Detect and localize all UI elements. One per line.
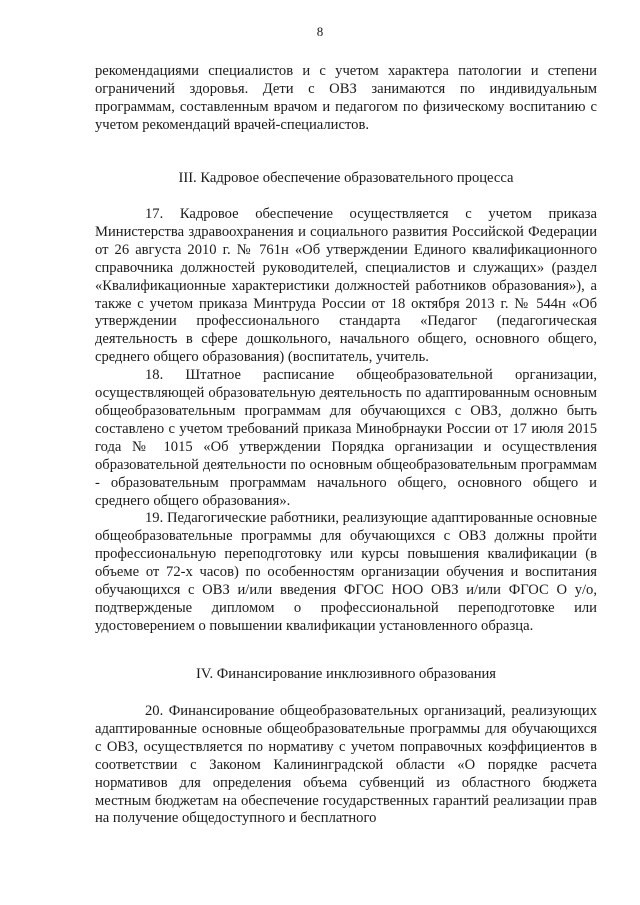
page-number: 8 <box>316 24 324 39</box>
paragraph-18: 18. Штатное расписание общеобразовательной организации, осуществляющей образовательную деятельность по адаптированным основным общеобразовательным программам для обучающихся с ОВЗ, должно быть составлено с учетом требований приказа Минобрнауки России от 17 июля 2015 года № 1015 «Об утверждении Порядка организации и осуществления образовательной деятельности по основным общеобразовательным программам - образовательным программам начального общего, основного общего и среднего общего образования». <box>95 367 597 509</box>
section-3-heading: III. Кадровое обеспечение образовательного процесса <box>178 170 514 186</box>
section-4-body <box>95 703 597 828</box>
paragraph-17: 17. Кадровое обеспечение осуществляется с учетом приказа Министерства здравоохранения и социального развития Российской Федерации от 26 августа 2010 г. № 761н «Об утверждении Единого квалификационного справочника должностей руководителей, специалистов и служащих» (раздел «Квалификационные характеристики должностей работников образования»), а также с учетом приказа Минтруда России от 18 октября 2013 г. № 544н «Об утверждении профессионального стандарта «Педагог (педагогическая деятельность в сфере дошкольного, начального общего, основного общего, среднего общего образования) (воспитатель, учитель. <box>95 206 597 366</box>
paragraph-20: 20. Финансирование общеобразовательных организаций, реализующих адаптированные основные общеобразовательные программы для обучающихся с ОВЗ, осуществляется по нормативу с учетом поправочных коэффициентов в соответствии с Законом Калининградской области «О порядке расчета нормативов для определения объема субвенций из областного бюджета местным бюджетам на обеспечение государственных гарантий реализации прав на получение общедоступного и бесплатного <box>95 703 597 827</box>
section-3-body <box>95 206 597 636</box>
continuation-text: рекомендациями специалистов и с учетом характера патологии и степени ограничений здоровья. Дети с ОВЗ занимаются по индивидуальным программам, составленным врачом и педагогом по физическому воспитанию с учетом рекомендаций врачей-специалистов. <box>95 63 597 133</box>
section-4-heading: IV. Финансирование инклюзивного образования <box>195 666 497 682</box>
paragraph-19: 19. Педагогические работники, реализующие адаптированные основные общеобразовательные программы для обучающихся с ОВЗ должны пройти профессиональную переподготовку или курсы повышения квалификации (в объеме от 72-х часов) по особенностям организации обучения и воспитания обучающихся с ОВЗ и/или введения ФГОС НОО ОВЗ и/или ФГОС О у/о, подтвержденые дипломом о профессиональной переподготовке или удостоверением о повышении квалификации установленного образца. <box>95 510 597 634</box>
continuation-paragraph <box>95 63 597 135</box>
